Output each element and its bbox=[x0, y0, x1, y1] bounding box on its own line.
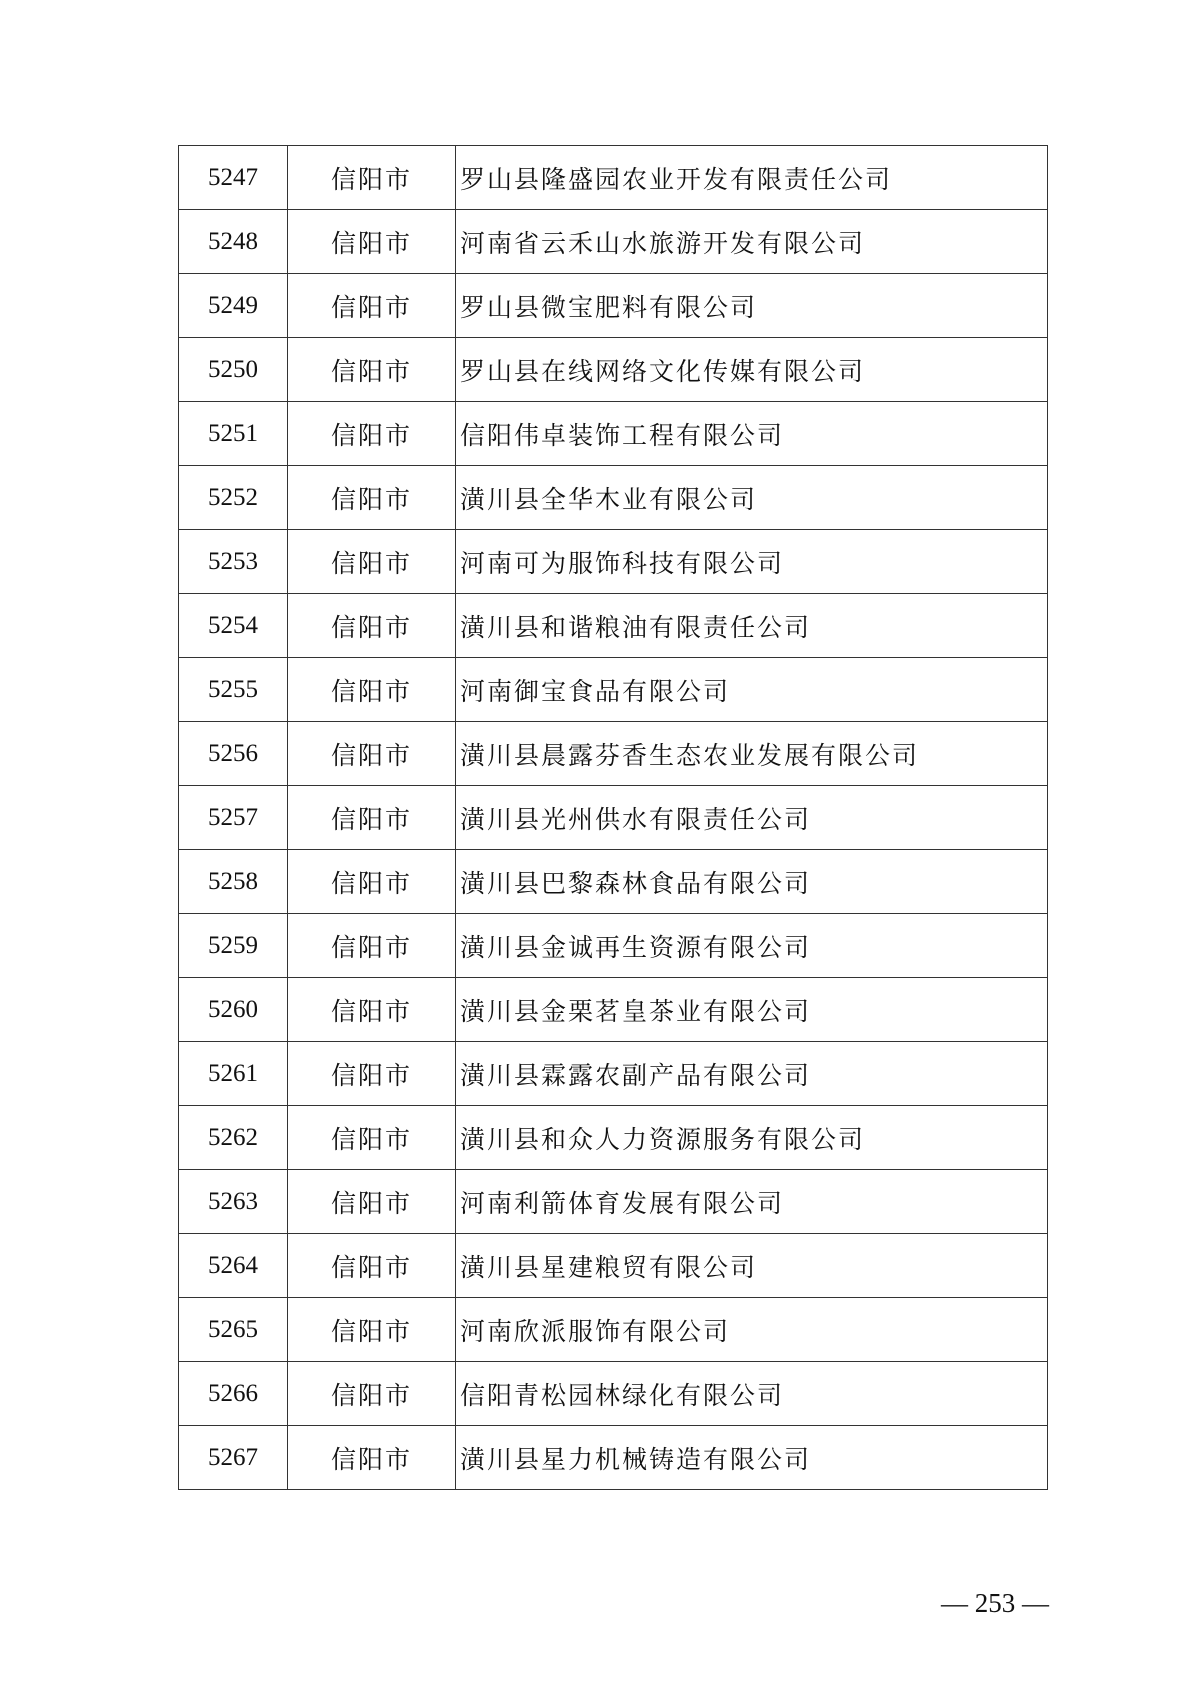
company-name-cell: 河南利箭体育发展有限公司 bbox=[456, 1170, 1048, 1234]
city-cell: 信阳市 bbox=[288, 146, 456, 210]
company-name-cell: 罗山县微宝肥料有限公司 bbox=[456, 274, 1048, 338]
company-name-cell: 河南欣派服饰有限公司 bbox=[456, 1298, 1048, 1362]
table-row bbox=[179, 1234, 1048, 1298]
company-name-cell: 潢川县星建粮贸有限公司 bbox=[456, 1234, 1048, 1298]
company-name-cell: 罗山县隆盛园农业开发有限责任公司 bbox=[456, 146, 1048, 210]
city-cell: 信阳市 bbox=[288, 402, 456, 466]
city-cell: 信阳市 bbox=[288, 786, 456, 850]
table-row bbox=[179, 1106, 1048, 1170]
city-cell: 信阳市 bbox=[288, 978, 456, 1042]
city-cell: 信阳市 bbox=[288, 850, 456, 914]
row-number-cell: 5265 bbox=[179, 1298, 288, 1362]
table-row bbox=[179, 914, 1048, 978]
table-row bbox=[179, 1426, 1048, 1490]
table-row bbox=[179, 210, 1048, 274]
company-name-cell: 河南御宝食品有限公司 bbox=[456, 658, 1048, 722]
city-cell: 信阳市 bbox=[288, 1362, 456, 1426]
row-number-cell: 5251 bbox=[179, 402, 288, 466]
company-name-cell: 河南省云禾山水旅游开发有限公司 bbox=[456, 210, 1048, 274]
company-name-cell: 潢川县金诚再生资源有限公司 bbox=[456, 914, 1048, 978]
row-number-cell: 5261 bbox=[179, 1042, 288, 1106]
company-name-cell: 潢川县和众人力资源服务有限公司 bbox=[456, 1106, 1048, 1170]
table-row bbox=[179, 722, 1048, 786]
company-name-cell: 潢川县全华木业有限公司 bbox=[456, 466, 1048, 530]
city-cell: 信阳市 bbox=[288, 1298, 456, 1362]
table-row bbox=[179, 1042, 1048, 1106]
city-cell: 信阳市 bbox=[288, 530, 456, 594]
table-body bbox=[179, 146, 1048, 1490]
company-name-cell: 潢川县光州供水有限责任公司 bbox=[456, 786, 1048, 850]
table-row bbox=[179, 978, 1048, 1042]
company-name-cell: 河南可为服饰科技有限公司 bbox=[456, 530, 1048, 594]
city-cell: 信阳市 bbox=[288, 722, 456, 786]
company-name-cell: 罗山县在线网络文化传媒有限公司 bbox=[456, 338, 1048, 402]
city-cell: 信阳市 bbox=[288, 658, 456, 722]
company-name-cell: 潢川县霖露农副产品有限公司 bbox=[456, 1042, 1048, 1106]
row-number-cell: 5263 bbox=[179, 1170, 288, 1234]
city-cell: 信阳市 bbox=[288, 1170, 456, 1234]
city-cell: 信阳市 bbox=[288, 1106, 456, 1170]
row-number-cell: 5257 bbox=[179, 786, 288, 850]
city-cell: 信阳市 bbox=[288, 210, 456, 274]
table-row bbox=[179, 530, 1048, 594]
row-number-cell: 5248 bbox=[179, 210, 288, 274]
row-number-cell: 5264 bbox=[179, 1234, 288, 1298]
row-number-cell: 5255 bbox=[179, 658, 288, 722]
table-row bbox=[179, 1298, 1048, 1362]
row-number-cell: 5259 bbox=[179, 914, 288, 978]
company-name-cell: 潢川县晨露芬香生态农业发展有限公司 bbox=[456, 722, 1048, 786]
row-number-cell: 5249 bbox=[179, 274, 288, 338]
table-row bbox=[179, 1170, 1048, 1234]
city-cell: 信阳市 bbox=[288, 914, 456, 978]
city-cell: 信阳市 bbox=[288, 466, 456, 530]
row-number-cell: 5256 bbox=[179, 722, 288, 786]
row-number-cell: 5262 bbox=[179, 1106, 288, 1170]
table-row bbox=[179, 658, 1048, 722]
table-row bbox=[179, 594, 1048, 658]
row-number-cell: 5252 bbox=[179, 466, 288, 530]
city-cell: 信阳市 bbox=[288, 274, 456, 338]
row-number-cell: 5266 bbox=[179, 1362, 288, 1426]
table-row bbox=[179, 466, 1048, 530]
table-row bbox=[179, 146, 1048, 210]
company-name-cell: 潢川县金栗茗皇茶业有限公司 bbox=[456, 978, 1048, 1042]
table-row bbox=[179, 850, 1048, 914]
company-name-cell: 潢川县和谐粮油有限责任公司 bbox=[456, 594, 1048, 658]
company-name-cell: 信阳伟卓装饰工程有限公司 bbox=[456, 402, 1048, 466]
city-cell: 信阳市 bbox=[288, 338, 456, 402]
company-name-cell: 潢川县星力机械铸造有限公司 bbox=[456, 1426, 1048, 1490]
city-cell: 信阳市 bbox=[288, 1234, 456, 1298]
city-cell: 信阳市 bbox=[288, 1426, 456, 1490]
page-number: — 253 — bbox=[941, 1588, 1049, 1618]
table-row bbox=[179, 338, 1048, 402]
row-number-cell: 5250 bbox=[179, 338, 288, 402]
row-number-cell: 5254 bbox=[179, 594, 288, 658]
company-name-cell: 潢川县巴黎森林食品有限公司 bbox=[456, 850, 1048, 914]
row-number-cell: 5267 bbox=[179, 1426, 288, 1490]
city-cell: 信阳市 bbox=[288, 594, 456, 658]
row-number-cell: 5260 bbox=[179, 978, 288, 1042]
table-row bbox=[179, 402, 1048, 466]
row-number-cell: 5253 bbox=[179, 530, 288, 594]
table-row bbox=[179, 786, 1048, 850]
row-number-cell: 5247 bbox=[179, 146, 288, 210]
table-row bbox=[179, 274, 1048, 338]
city-cell: 信阳市 bbox=[288, 1042, 456, 1106]
table-row bbox=[179, 1362, 1048, 1426]
row-number-cell: 5258 bbox=[179, 850, 288, 914]
company-name-cell: 信阳青松园林绿化有限公司 bbox=[456, 1362, 1048, 1426]
company-list-table bbox=[178, 145, 1048, 1490]
